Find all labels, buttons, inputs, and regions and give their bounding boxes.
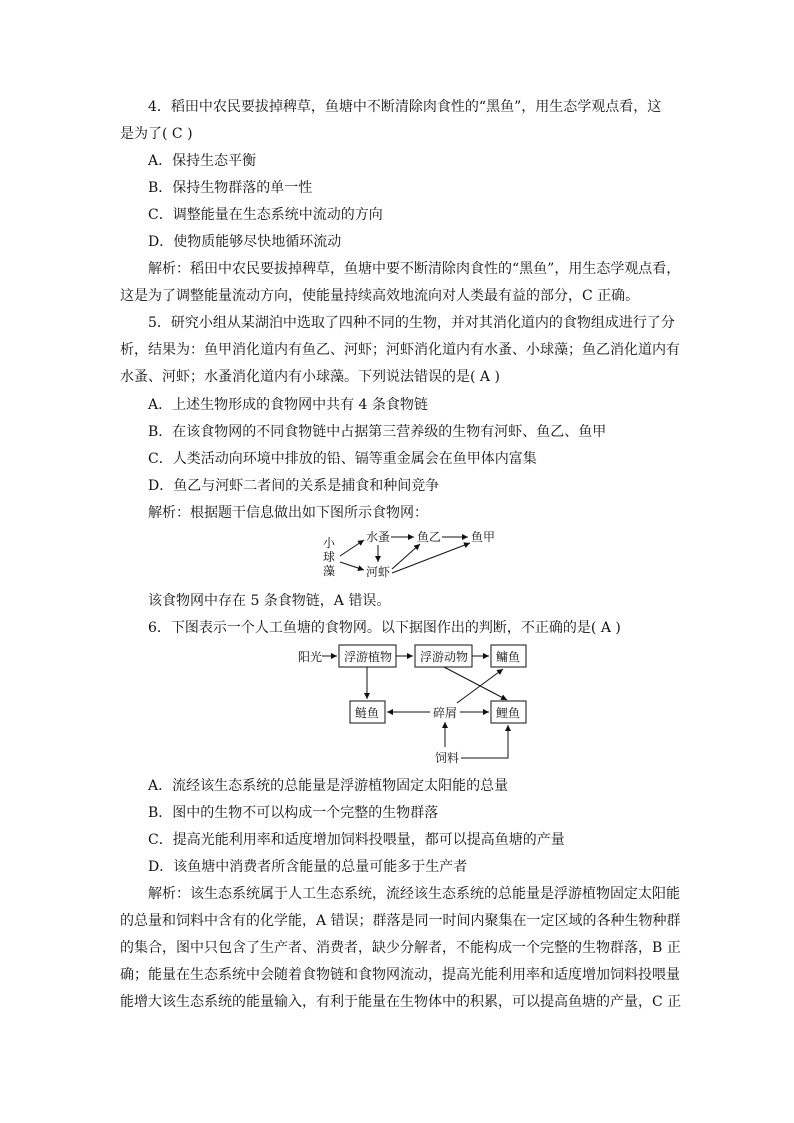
label-carp: 鲤鱼 xyxy=(496,706,521,720)
q5-stem-line-1: 5．研究小组从某湖泊中选取了四种不同的生物，并对其消化道内的食物组成进行了分 xyxy=(148,315,675,331)
food-web-diagram xyxy=(320,526,510,582)
q6-stem: 6．下图表示一个人工鱼塘的食物网。以下据图作出的判断，不正确的是( A ) xyxy=(148,620,621,636)
pond-food-web-diagram xyxy=(294,641,534,769)
label-silver-carp: 鲢鱼 xyxy=(355,706,380,720)
q5-analysis-line-1: 解析：根据题干信息做出如下图所示食物网： xyxy=(148,505,428,521)
node-fish-b: 鱼乙 xyxy=(417,530,442,544)
arrow-shrimp-fishb xyxy=(392,544,420,569)
q6-option-c: C．提高光能利用率和适度增加饲料投喂量，都可以提高鱼塘的产量 xyxy=(148,832,565,848)
arrow-detritus-bighead xyxy=(457,669,503,703)
node-shrimp: 河虾 xyxy=(366,565,391,579)
q6-analysis-line-2: 的总量和饲料中含有的化学能，A 错误；群落是同一时间内聚集在一定区域的各种生物种群 xyxy=(120,913,681,929)
q6-option-a: A．流经该生态系统的总能量是浮游植物固定太阳能的总量 xyxy=(148,778,509,794)
q6-analysis-line-3: 的集合，图中只包含了生产者、消费者，缺少分解者，不能构成一个完整的生物群落，B 正 xyxy=(120,940,681,956)
q5-option-b: B．在该食物网的不同食物链中占据第三营养级的生物有河虾、鱼乙、鱼甲 xyxy=(148,424,607,440)
q5-option-d: D．鱼乙与河虾二者间的关系是捕食和种间竞争 xyxy=(148,478,440,494)
q6-option-d: D．该鱼塘中消费者所含能量的总量可能多于生产者 xyxy=(148,859,468,875)
label-bighead-carp: 鳙鱼 xyxy=(496,650,521,664)
node-algae-1: 小 xyxy=(323,536,336,550)
arrow-algae-shrimp xyxy=(340,562,364,570)
q5-stem-line-2: 析，结果为：鱼甲消化道内有鱼乙、河虾；河虾消化道内有水蚤、小球藻；鱼乙消化道内有 xyxy=(120,342,680,358)
q4-stem-line-2: 是为了( C ) xyxy=(120,126,193,142)
q5-stem-line-3: 水蚤、河虾；水蚤消化道内有小球藻。下列说法错误的是( A ) xyxy=(120,369,500,385)
label-phytoplankton: 浮游植物 xyxy=(344,650,393,664)
q6-option-b: B．图中的生物不可以构成一个完整的生物群落 xyxy=(148,805,439,821)
q5-option-c: C．人类活动向环境中排放的铅、镉等重金属会在鱼甲体内富集 xyxy=(148,451,537,467)
q5-option-a: A．上述生物形成的食物网中共有 4 条食物链 xyxy=(148,397,428,413)
q6-analysis-line-4: 确；能量在生态系统中会随着食物链和食物网流动，提高光能利用率和适度增加饲料投喂量 xyxy=(120,967,680,983)
node-fish-a: 鱼甲 xyxy=(471,530,496,544)
q4-option-c: C．调整能量在生态系统中流动的方向 xyxy=(148,207,383,223)
q4-analysis-line-2: 这是为了调整能量流动方向，使能量持续高效地流向对人类最有益的部分，C 正确。 xyxy=(120,288,640,304)
node-algae-2: 球 xyxy=(323,550,336,564)
label-detritus: 碎屑 xyxy=(433,706,458,720)
q5-analysis-line-2: 该食物网中存在 5 条食物链，A 错误。 xyxy=(148,593,391,609)
q6-analysis-line-1: 解析：该生态系统属于人工生态系统，流经该生态系统的总能量是浮游植物固定太阳能 xyxy=(148,886,680,902)
label-feed: 饲料 xyxy=(435,751,460,765)
arrow-feed-carp xyxy=(461,725,508,758)
q6-analysis-line-5: 能增大该生态系统的能量输入，有利于能量在生物体中的积累，可以提高鱼塘的产量，C 正 xyxy=(120,994,682,1010)
q4-stem-line-1: 4．稻田中农民要拔掉稗草，鱼塘中不断清除肉食性的“黑鱼”，用生态学观点看，这 xyxy=(148,99,662,115)
q4-option-a: A．保持生态平衡 xyxy=(148,153,257,169)
q4-option-b: B．保持生物群落的单一性 xyxy=(148,180,313,196)
node-daphnia: 水蚤 xyxy=(366,530,391,544)
q4-option-d: D．使物质能够尽快地循环流动 xyxy=(148,234,342,250)
label-zooplankton: 浮游动物 xyxy=(420,650,469,664)
arrow-algae-daphnia xyxy=(340,540,364,556)
label-sunlight: 阳光 xyxy=(298,650,323,664)
arrow-zoo-carp xyxy=(444,667,507,700)
q4-analysis-line-1: 解析：稻田中农民要拔掉稗草，鱼塘中要不断清除肉食性的“黑鱼”，用生态学观点看， xyxy=(148,261,681,277)
node-algae-3: 藻 xyxy=(323,564,336,578)
